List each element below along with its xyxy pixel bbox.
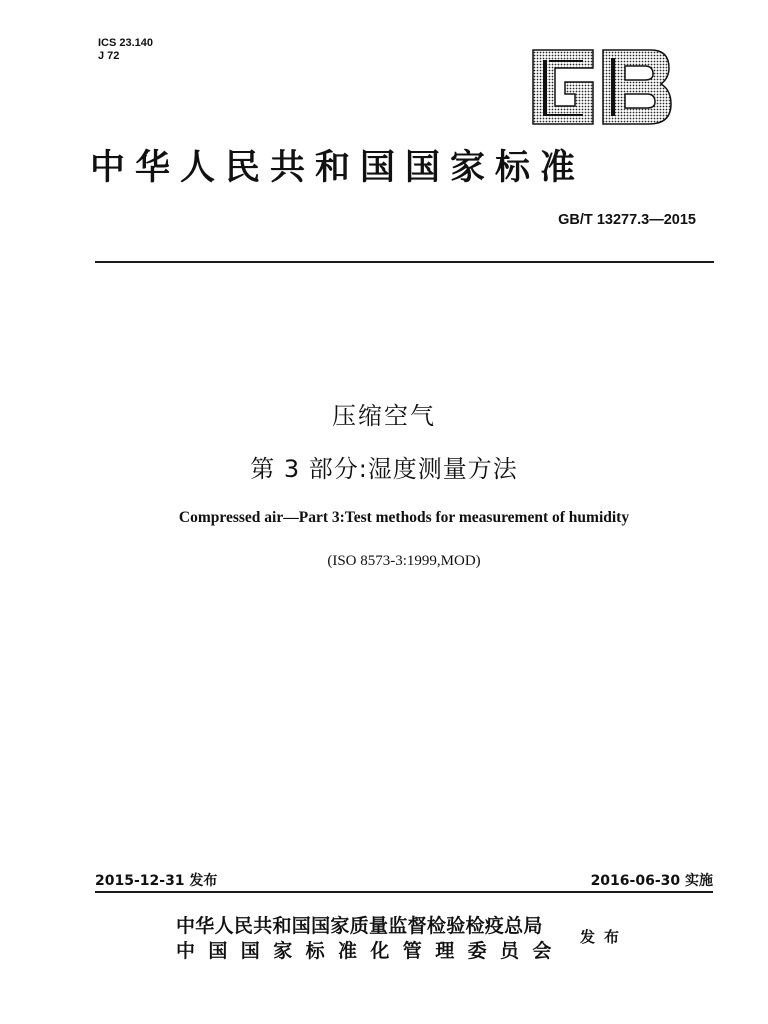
iso-adoption: (ISO 8573-3:1999,MOD) — [327, 553, 481, 569]
top-divider — [95, 261, 714, 263]
implementation-date: 2016-06-30 实施 — [590, 873, 713, 889]
bottom-divider — [95, 891, 713, 893]
issued-label: 发布 — [580, 928, 629, 946]
ccs-code: J 72 — [98, 50, 120, 62]
issuer-line1: 中华人民共和国国家质量监督检验检疫总局 — [176, 915, 543, 937]
classification-codes — [98, 37, 153, 63]
ics-code: ICS 23.140 — [98, 37, 154, 49]
title-cn-line2: 第 3 部分:湿度测量方法 — [250, 455, 518, 483]
gb-logo — [527, 48, 673, 126]
standard-number: GB/T 13277.3—2015 — [558, 212, 696, 228]
issuer-line2: 中国国家标准化管理委员会 — [176, 940, 565, 962]
standard-title: 中华人民共和国国家标准 — [90, 148, 586, 188]
title-en: Compressed air—Part 3:Test methods for measurement of humidity — [178, 509, 630, 526]
issue-date: 2015-12-31 发布 — [95, 873, 218, 889]
title-cn-line1: 压缩空气 — [332, 402, 436, 430]
